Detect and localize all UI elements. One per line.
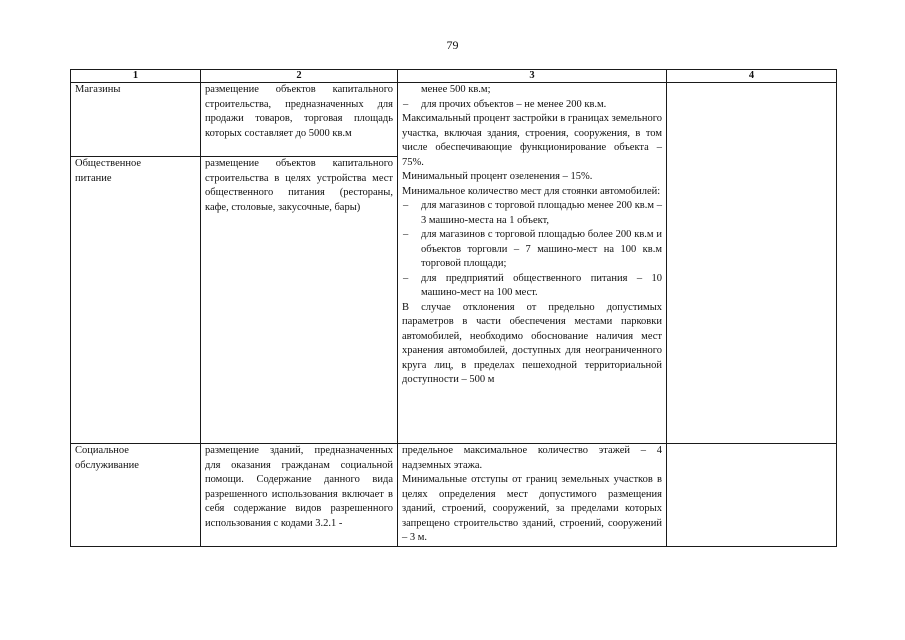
header-cell-4: 4 [667,70,837,83]
parameter-list-item: – для магазинов с торговой площадью более 200 кв.м и объектов торговли – 7 машино-мест на 100 кв.м торговой площади; [402,228,662,272]
parameters-cell [398,444,667,547]
use-name: Социальное [75,445,129,456]
parameter-paragraph: В случае отклонения от предельно допустимых параметров в части обеспечения местами парковки автомобилей, необходимо обоснование наличия мест хранения автомобилей, доступных для неограниченного круга лиц, в пределах пешеходной территориальной доступности – 500 м [402,301,662,385]
notes-cell [667,444,837,547]
parameters-cell [398,83,667,444]
parameter-continuation: менее 500 кв.м; [421,84,491,95]
parameter-paragraph: Минимальные отступы от границ земельных участков в целях определения мест допустимого размещения зданий, строений, сооружений, за пределами которых запрещено строительство зданий, строений, сооружений – 3 м. [402,474,662,543]
use-name-cell [71,83,201,157]
use-description-cell [201,157,398,444]
header-cell-1: 1 [71,70,201,83]
table-row [71,83,837,157]
use-name: питание [75,172,112,184]
notes-cell [667,83,837,444]
use-description: размещение зданий, предназначенных для оказания гражданам социальной помощи. Содержание данного вида разрешенного использования включает в себя содержание видов разрешенного использования с кодами 3.2.1 - [205,445,393,529]
use-description-cell [201,83,398,157]
page-number: 79 [446,38,459,52]
table-row [71,444,837,547]
use-name-cell [71,157,201,444]
header-row [71,70,837,83]
use-description: размещение объектов капитального строительства, предназначенных для продажи товаров, торговая площадь которых составляет до 5000 кв.м [205,84,393,139]
use-name-cell [71,444,201,547]
parameter-paragraph: Максимальный процент застройки в границах земельного участка, включая здания, строения, сооружения, в том числе обеспечивающие функционирование объекта – 75%. [402,113,662,168]
header-cell-2: 2 [201,70,398,83]
header-cell-3: 3 [398,70,667,83]
parameter-paragraph: Минимальный процент озеленения – 15%. [402,171,593,182]
parameter-list-item: – для магазинов с торговой площадью менее 200 кв.м – 3 машино-места на 1 объект, [402,199,662,228]
parameter-list-item: – для предприятий общественного питания – 10 машино-мест на 100 мест. [402,272,662,301]
parameter-list-item: – для прочих объектов – не менее 200 кв.м. [402,98,662,113]
use-name: Магазины [75,84,121,95]
use-description-cell [201,444,398,547]
use-name: Общественное [75,158,142,169]
use-name: обслуживание [75,459,139,471]
parameter-paragraph: предельное максимальное количество этажей – 4 надземных этажа. [402,445,662,471]
use-description: размещение объектов капитального строительства в целях устройства мест общественного питания (рестораны, кафе, столовые, закусочные, бары) [205,158,393,213]
zoning-table [70,69,837,547]
parameter-paragraph: Минимальное количество мест для стоянки автомобилей: [402,185,661,197]
